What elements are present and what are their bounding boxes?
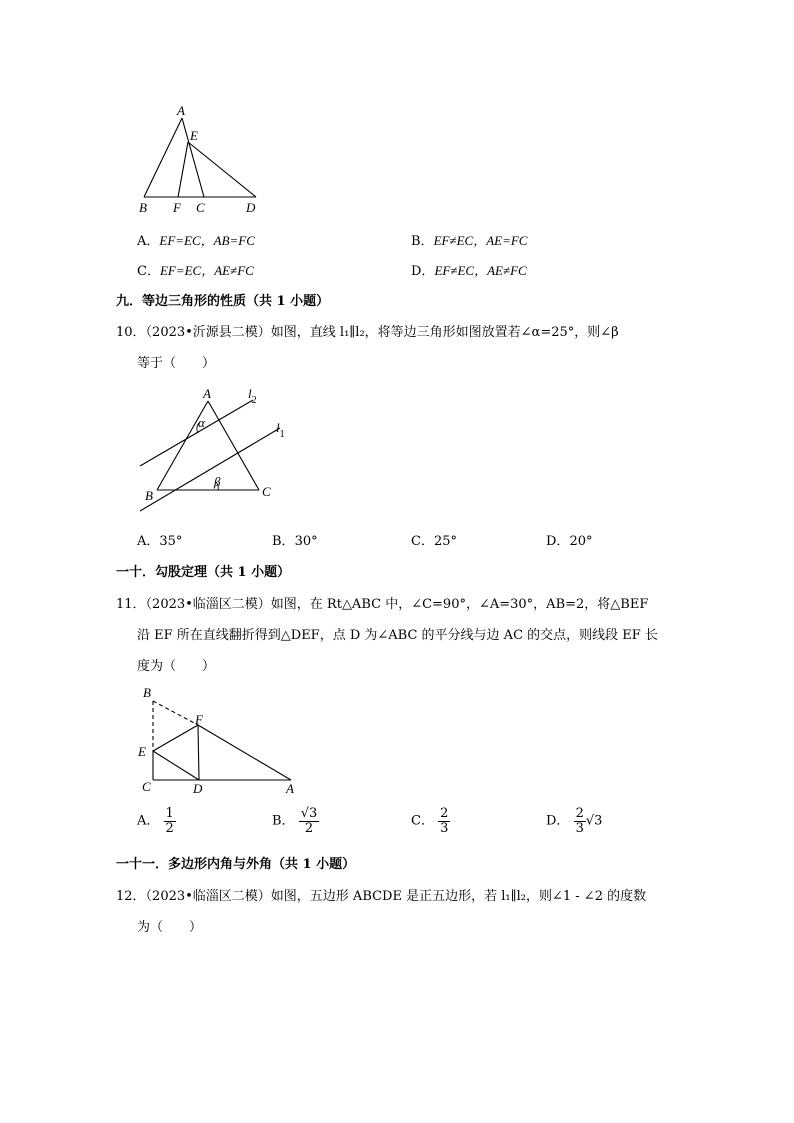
q11-option-d[interactable]: D． $\frac{2}{3}$ √3 xyxy=(546,806,603,836)
q9-label-C: C xyxy=(196,200,205,215)
q10-option-d[interactable]: D．20° xyxy=(546,534,593,549)
q11-label-E: E xyxy=(138,744,146,759)
section-heading-9: 九．等边三角形的性质（共 1 小题） xyxy=(116,294,330,309)
q11-option-c[interactable]: C． $\frac{2}{3}$ xyxy=(411,806,449,836)
q11-stem-line3: 度为（ ） xyxy=(137,659,216,674)
q10-stem-line1: 10．（2023•沂源县二模）如图，直线 l₁∥l₂，将等边三角形如图放置若∠α=25°，则∠β xyxy=(116,325,619,340)
q10-figure xyxy=(135,383,305,518)
q10-option-b[interactable]: B．30° xyxy=(272,534,318,549)
q11-label-A: A xyxy=(286,781,294,796)
q9-label-A: A xyxy=(177,103,185,118)
q10-label-beta: β xyxy=(214,474,221,489)
q11-stem-line1: 11．（2023•临淄区二模）如图，在 Rt△ABC 中，∠C=90°，∠A=30°，AB=2，将△BEF xyxy=(116,597,649,612)
section-heading-11: 一十一．多边形内角与外角（共 1 小题） xyxy=(116,857,356,872)
q12-stem-line2: 为（ ） xyxy=(137,920,203,935)
q10-label-l1: $l_1$ xyxy=(276,420,285,440)
q9-label-D: D xyxy=(246,200,256,215)
q9-option-d[interactable]: D．EF≠EC，AE≠FC xyxy=(411,263,527,279)
fraction: $\frac{2}{3}$ xyxy=(440,806,449,836)
q10-stem-line2: 等于（ ） xyxy=(137,356,216,371)
q11-label-F: F xyxy=(195,712,203,727)
q11-figure xyxy=(135,683,305,798)
q12-stem-line1: 12．（2023•临淄区二模）如图，五边形 ABCDE 是正五边形，若 l₁∥l₂，则∠1 - ∠2 的度数 xyxy=(116,889,647,904)
q11-option-a[interactable]: A． $\frac{1}{2}$ xyxy=(137,806,174,836)
section-heading-10: 一十．勾股定理（共 1 小题） xyxy=(116,565,291,580)
q10-label-A: A xyxy=(203,386,211,401)
q9-label-B: B xyxy=(139,200,147,215)
q11-option-b[interactable]: B． $\frac{√3}{2}$ xyxy=(272,806,318,836)
q10-label-alpha: α xyxy=(198,415,205,430)
q10-option-a[interactable]: A．35° xyxy=(137,534,183,549)
q10-option-c[interactable]: C．25° xyxy=(411,534,457,549)
fraction: $\frac{1}{2}$ xyxy=(165,806,174,836)
q9-option-a[interactable]: A．EF=EC，AB=FC xyxy=(137,233,255,249)
q11-label-C: C xyxy=(142,779,151,794)
q9-figure xyxy=(130,100,270,220)
q9-label-F: F xyxy=(173,200,181,215)
q10-label-l2: $l_2$ xyxy=(248,386,257,406)
fraction: $\frac{2}{3}$ xyxy=(575,806,584,836)
q10-label-C: C xyxy=(262,484,271,499)
q10-label-B: B xyxy=(145,488,153,503)
q11-label-D: D xyxy=(193,781,203,796)
q9-option-c[interactable]: C．EF=EC，AE≠FC xyxy=(137,263,254,279)
q11-stem-line2: 沿 EF 所在直线翻折得到△DEF，点 D 为∠ABC 的平分线与边 AC 的交点，则线段 EF 长 xyxy=(137,628,658,643)
q9-option-b[interactable]: B．EF≠EC，AE=FC xyxy=(411,233,528,249)
q11-label-B: B xyxy=(143,685,151,700)
fraction: $\frac{√3}{2}$ xyxy=(300,806,318,836)
q9-label-E: E xyxy=(190,128,198,143)
